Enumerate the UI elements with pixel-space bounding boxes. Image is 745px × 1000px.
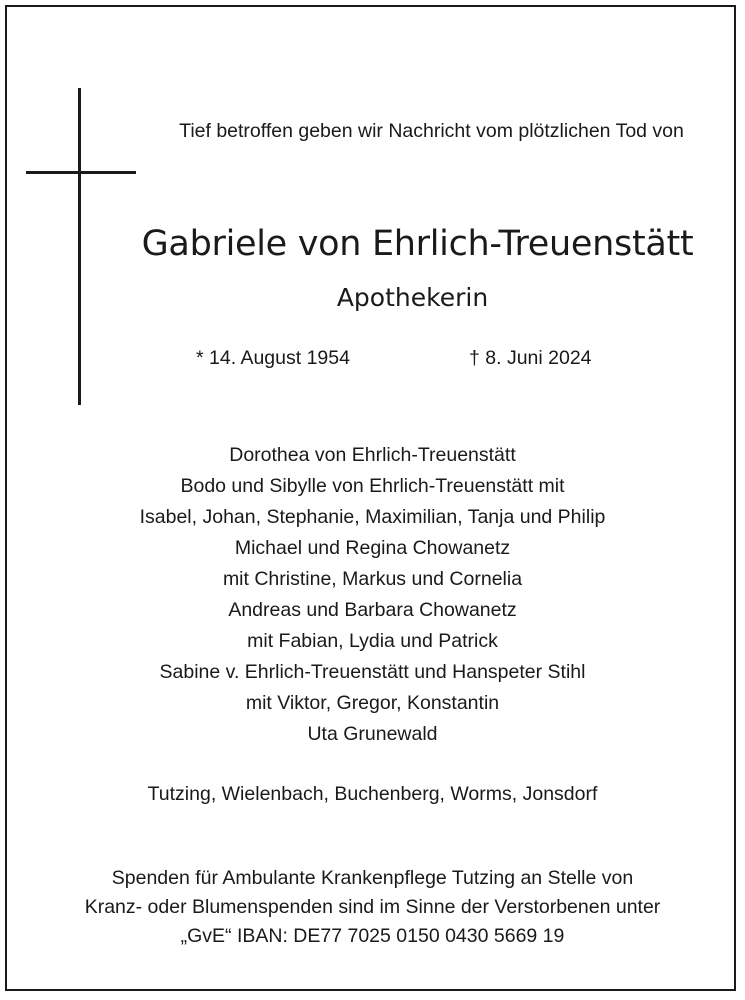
donation-line: Spenden für Ambulante Krankenpflege Tutzing an Stelle von [111,867,634,889]
mourner-group [40,657,705,719]
mourner-line: Michael und Regina Chowanetz [234,537,511,559]
donation-iban-line: „GvE“ IBAN: DE77 7025 0150 0430 5669 19 [180,925,565,947]
mourner-line: mit Fabian, Lydia und Patrick [247,630,498,652]
mourner-group [40,719,705,750]
locations-line: Tutzing, Wielenbach, Buchenberg, Worms, Jonsdorf [147,783,598,805]
mourner-group [40,533,705,595]
mourner-line: mit Viktor, Gregor, Konstantin [245,692,500,714]
mourners-list [40,440,705,750]
birth-date: * 14. August 1954 [196,347,350,369]
mourner-line: Andreas und Barbara Chowanetz [228,599,517,621]
cross-icon-vertical-bar [78,88,81,405]
donation-line: Kranz- oder Blumenspenden sind im Sinne der Verstorbenen unter [84,896,661,918]
mourner-line: Isabel, Johan, Stephanie, Maximilian, Tanja und Philip [139,506,606,528]
mourner-line: Uta Grunewald [307,723,438,745]
deceased-name: Gabriele von Ehrlich-Treuenstätt [141,224,694,264]
mourner-group [40,440,705,471]
mourner-group [40,471,705,533]
cross-icon-horizontal-bar [26,171,136,174]
mourner-group [40,595,705,657]
mourner-line: Sabine v. Ehrlich-Treuenstätt und Hanspeter Stihl [159,661,586,683]
mourner-line: Dorothea von Ehrlich-Treuenstätt [229,444,516,466]
donation-note [20,864,725,951]
deceased-profession: Apothekerin [336,283,489,312]
mourner-line: Bodo und Sibylle von Ehrlich-Treuenstätt mit [180,475,565,497]
death-date: † 8. Juni 2024 [469,347,592,369]
intro-text: Tief betroffen geben wir Nachricht vom plötzlichen Tod von [179,120,684,142]
mourner-line: mit Christine, Markus und Cornelia [222,568,523,590]
